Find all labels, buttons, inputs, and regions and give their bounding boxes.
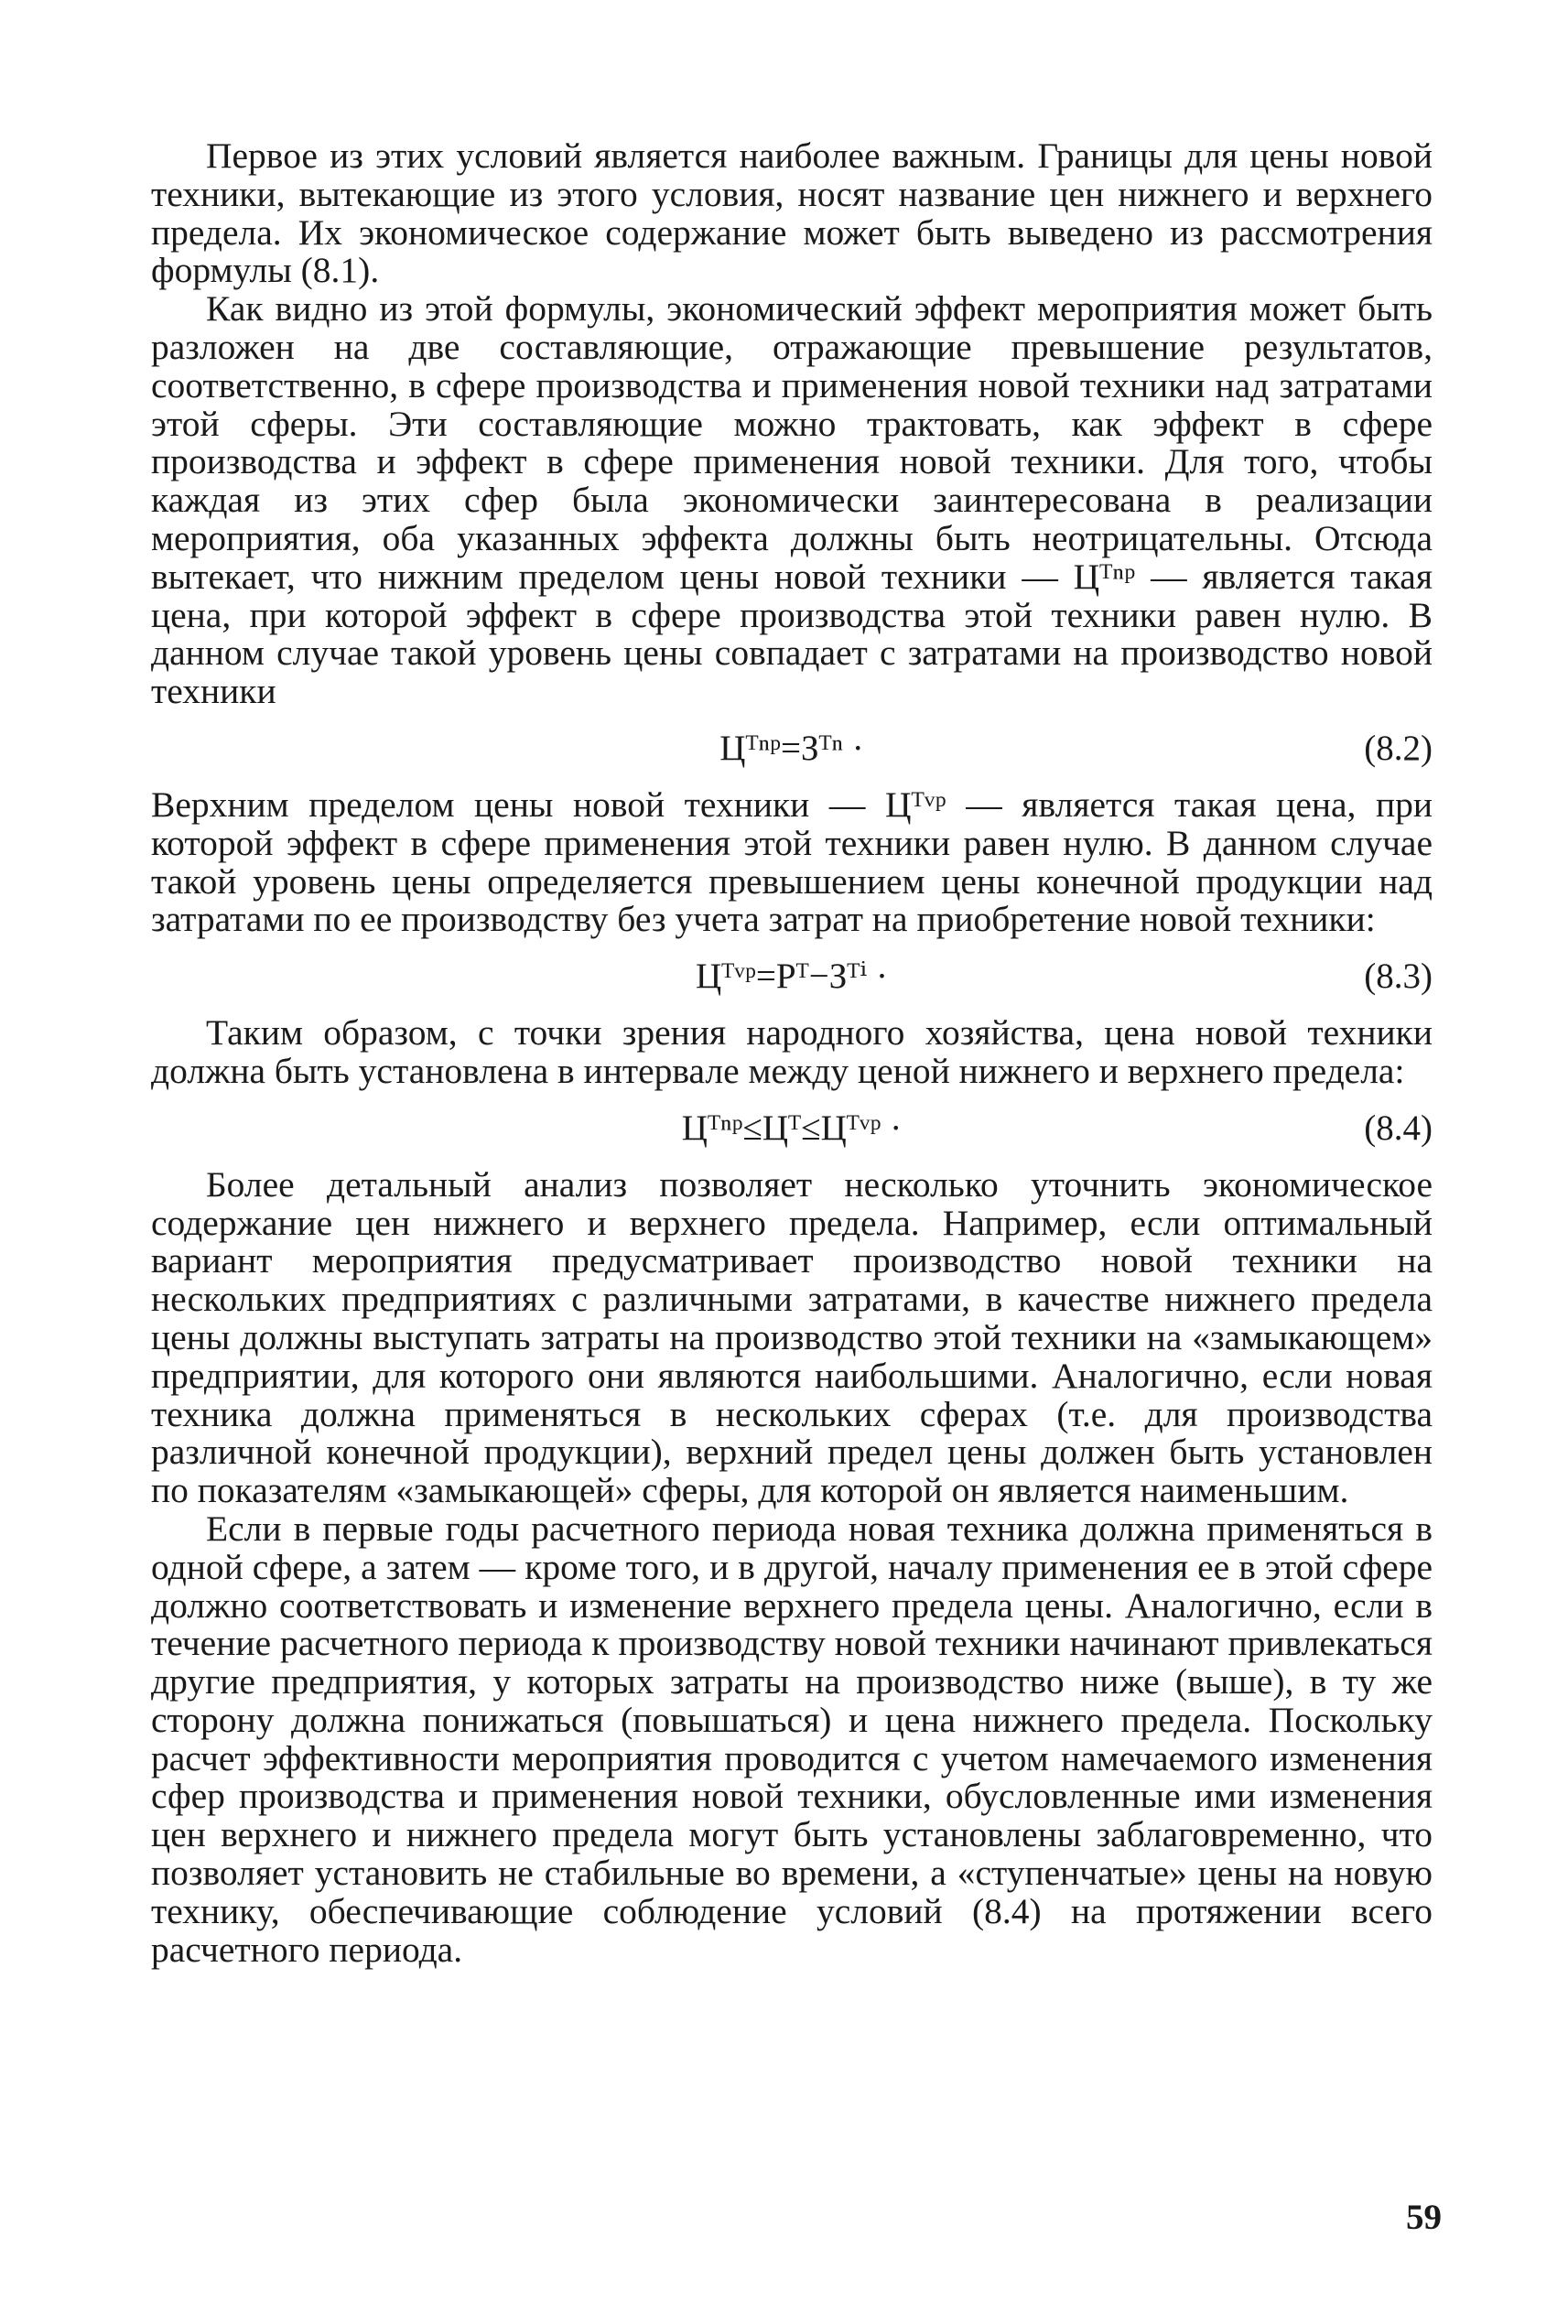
- paragraph-3: Верхним пределом цены новой техники — Цᵀᵛᵖ — является такая цена, при которой эффект в сфере применения этой техники равен нулю. В данном случае такой уровень цены определяется превышением цены конечной продукции над затратами по ее производству без учета затрат на приобретение новой техники:: [151, 784, 1433, 940]
- page-number: 59: [1406, 2198, 1442, 2237]
- formula-8-4-number: (8.4): [1364, 1108, 1433, 1148]
- formula-8-3: [151, 939, 1433, 1014]
- paragraph-2: Как видно из этой формулы, экономический эффект мероприятия может быть разложен на две составляющие, отражающие превышение результатов, соответственно, в сфере производства и применения новой техники над затратами этой сферы. Эти составляющие можно трактовать, как эффект в сфере производства и эффект в сфере применения новой техники. Для того, чтобы каждая из этих сфер была экономически заинтересована в реализации мероприятия, оба указанных эффекта должны быть неотрицательны. Отсюда вытекает, что нижним пределом цены новой техники — Цᵀⁿᵖ — является такая цена, при которой эффект в сфере производства этой техники равен нулю. В данном случае такой уровень цены совпадает с затратами на производство новой техники: [151, 288, 1433, 712]
- paragraph-5: Более детальный анализ позволяет несколько уточнить экономическое содержание цен нижнего и верхнего предела. Например, если оптимальный вариант мероприятия предусматривает производство новой техники на нескольких предприятиях с различными затратами, в качестве нижнего предела цены должны выступать затраты на производство этой техники на «замыкающем» предприятии, для которого они являются наибольшими. Аналогично, если новая техника должна применяться в нескольких сферах (т.е. для производства различной конечной продукции), верхний предел цены должен быть установлен по показателям «замыкающей» сферы, для которой он является наименьшим.: [151, 1163, 1433, 1511]
- page-body: [151, 137, 1433, 1969]
- formula-8-3-expression: Цᵀᵛᵖ=Рᵀ−Зᵀⁱ ·: [696, 957, 888, 997]
- formula-8-4: [151, 1091, 1433, 1166]
- formula-8-4-expression: Цᵀⁿᵖ≤Цᵀ≤Цᵀᵛᵖ ·: [681, 1108, 903, 1148]
- paragraph-1: Первое из этих условий является наиболее важным. Границы для цены новой техники, вытекающие из этого условия, носят название цен нижнего и верхнего предела. Их экономическое содержание может быть выведено из рассмотрения формулы (8.1).: [151, 135, 1433, 291]
- formula-8-2-number: (8.2): [1364, 728, 1433, 768]
- paragraph-6: Если в первые годы расчетного периода новая техника должна применяться в одной сфере, а затем — кроме того, и в другой, началу применения ее в этой сфере должно соответствовать и изменение верхнего предела цены. Аналогично, если в течение расчетного периода к производству новой техники начинают привлекаться другие предприятия, у которых затраты на производство ниже (выше), в ту же сторону должна понижаться (повышаться) и цена нижнего предела. Поскольку расчет эффективности мероприятия проводится с учетом намечаемого изменения сфер производства и применения новой техники, обусловленные ими изменения цен верхнего и нижнего предела могут быть установлены заблаговременно, что позволяет установить не стабильные во времени, а «ступенчатые» цены на новую технику, обеспечивающие соблюдение условий (8.4) на протяжении всего расчетного периода.: [151, 1508, 1433, 1970]
- paragraph-4: Таким образом, с точки зрения народного хозяйства, цена новой техники должна быть установлена в интервале между ценой нижнего и верхнего предела:: [151, 1012, 1433, 1091]
- formula-8-2: [151, 711, 1433, 786]
- formula-8-2-expression: Цᵀⁿᵖ=Зᵀⁿ ·: [719, 728, 864, 768]
- formula-8-3-number: (8.3): [1364, 957, 1433, 997]
